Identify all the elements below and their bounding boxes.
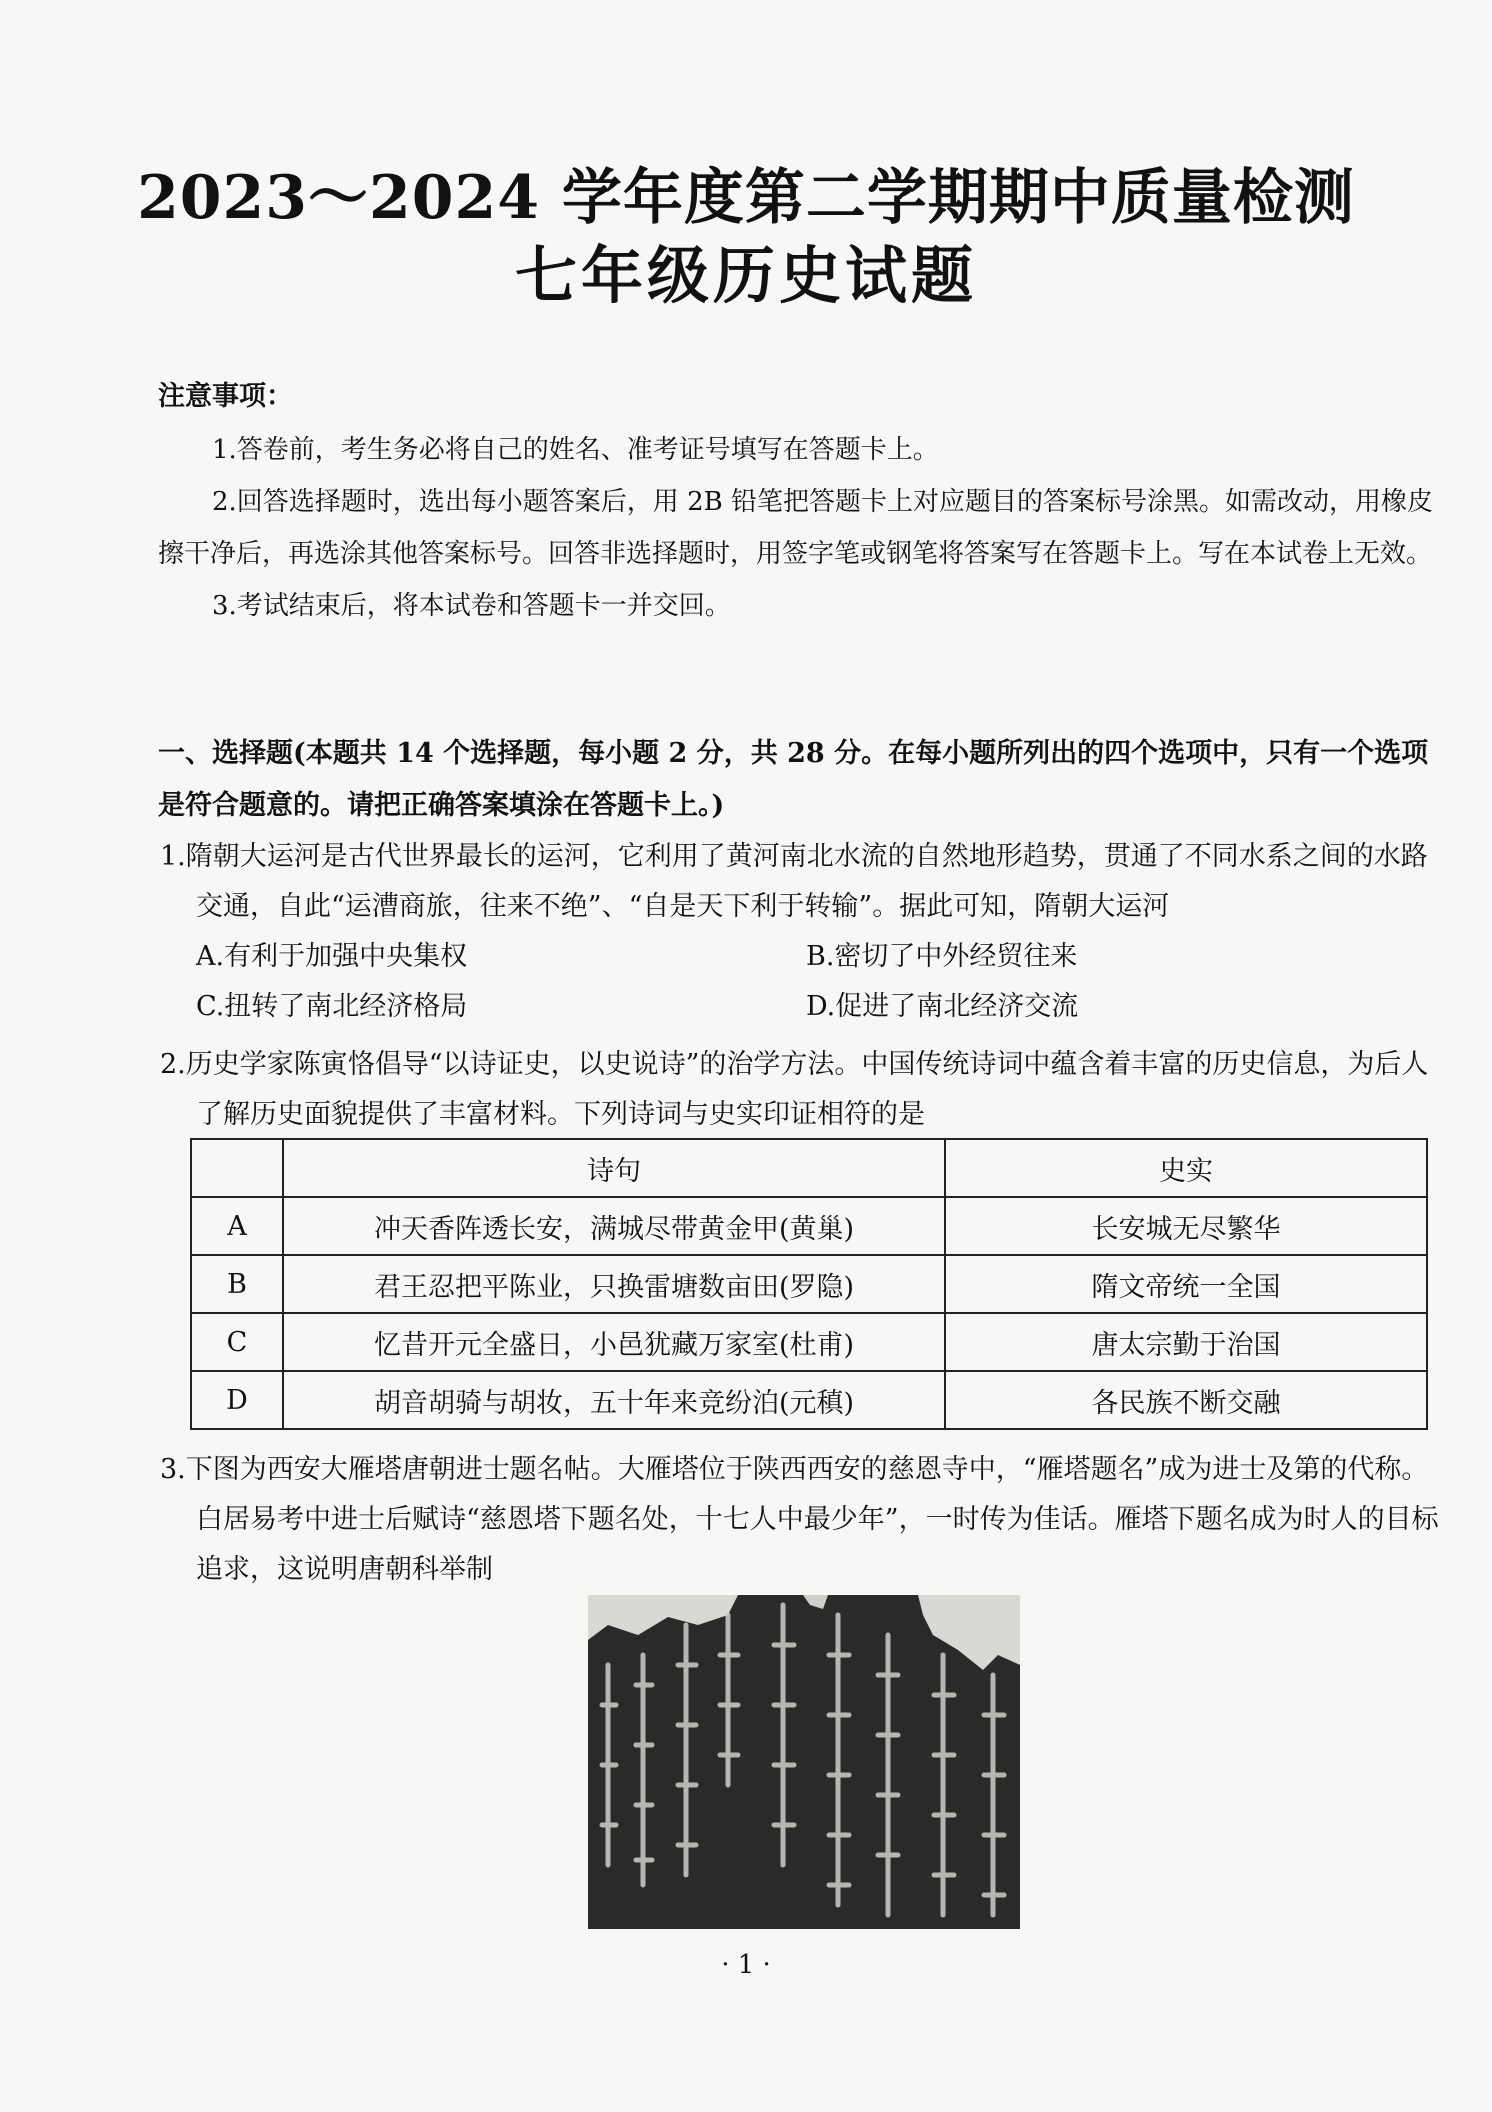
- question-stem: 2.历史学家陈寅恪倡导“以诗证史，以史说诗”的治学方法。中国传统诗词中蕴含着丰富的历史信息，为后人了解历史面貌提供了丰富材料。下列诗词与史实印证相符的是: [160, 1049, 1429, 1130]
- option-b: B.密切了中外经贸往来: [806, 941, 1078, 972]
- question-2: [160, 1040, 1450, 1140]
- table-cell: 君王忍把平陈业，只换雷塘数亩田(罗隐): [283, 1255, 945, 1313]
- notice-list: [158, 424, 1448, 632]
- table-cell: B: [191, 1255, 283, 1313]
- notice-item: 3.考试结束后，将本试卷和答题卡一并交回。: [212, 591, 731, 621]
- option-c: C.扭转了南北经济格局: [196, 991, 468, 1022]
- table-header: [191, 1139, 283, 1197]
- question-1: [160, 832, 1450, 1032]
- exam-subtitle: 七年级历史试题: [514, 239, 977, 312]
- question-3: [160, 1445, 1450, 1595]
- table-row: [191, 1371, 1427, 1429]
- table-cell: 唐太宗勤于治国: [945, 1313, 1427, 1371]
- section-heading: 一、选择题(本题共 14 个选择题，每小题 2 分，共 28 分。在每小题所列出的四个选项中，只有一个选项是符合题意的。请把正确答案填涂在答题卡上。): [158, 738, 1429, 821]
- table-cell: 各民族不断交融: [945, 1371, 1427, 1429]
- notice-heading: 注意事项：: [158, 381, 293, 412]
- table-cell: C: [191, 1313, 283, 1371]
- table-cell: 冲天香阵透长安，满城尽带黄金甲(黄巢): [283, 1197, 945, 1255]
- stele-rubbing-image: [588, 1595, 1020, 1929]
- table-row: [191, 1313, 1427, 1371]
- exam-title: 2023～2024 学年度第二学期期中质量检测: [137, 163, 1355, 233]
- question-stem: 1.隋朝大运河是古代世界最长的运河，它利用了黄河南北水流的自然地形趋势，贯通了不同水系之间的水路交通，自此“运漕商旅，往来不绝”、“自是天下利于转输”。据此可知，隋朝大运河: [160, 841, 1428, 922]
- notice-item: 2.回答选择题时，选出每小题答案后，用 2B 铅笔把答题卡上对应题目的答案标号涂黑。如需改动，用橡皮擦干净后，再选涂其他答案标号。回答非选择题时，用签字笔或钢笔将答案写在答题卡上。写在本试卷上无效。: [158, 487, 1433, 569]
- table-cell: A: [191, 1197, 283, 1255]
- table-cell: 隋文帝统一全国: [945, 1255, 1427, 1313]
- poem-history-table: [190, 1138, 1428, 1430]
- table-header-row: [191, 1139, 1427, 1197]
- page-number: · 1 ·: [721, 1950, 771, 1980]
- table-header: 史实: [945, 1139, 1427, 1197]
- table-row: [191, 1197, 1427, 1255]
- table-header: 诗句: [283, 1139, 945, 1197]
- table-row: [191, 1255, 1427, 1313]
- notice-item: 1.答卷前，考生务必将自己的姓名、准考证号填写在答题卡上。: [212, 435, 939, 465]
- option-list: [160, 932, 1450, 1032]
- question-stem: 3.下图为西安大雁塔唐朝进士题名帖。大雁塔位于陕西西安的慈恩寺中，“雁塔题名”成为进士及第的代称。白居易考中进士后赋诗“慈恩塔下题名处，十七人中最少年”，一时传为佳话。雁塔下题名成为时人的目标追求，这说明唐朝科举制: [160, 1454, 1439, 1585]
- table-cell: 忆昔开元全盛日，小邑犹藏万家室(杜甫): [283, 1313, 945, 1371]
- table-cell: D: [191, 1371, 283, 1429]
- option-a: A.有利于加强中央集权: [196, 941, 468, 972]
- option-d: D.促进了南北经济交流: [806, 991, 1079, 1022]
- stele-rubbing-graphic: [588, 1595, 1020, 1929]
- table-cell: 胡音胡骑与胡妆，五十年来竞纷泊(元稹): [283, 1371, 945, 1429]
- table-cell: 长安城无尽繁华: [945, 1197, 1427, 1255]
